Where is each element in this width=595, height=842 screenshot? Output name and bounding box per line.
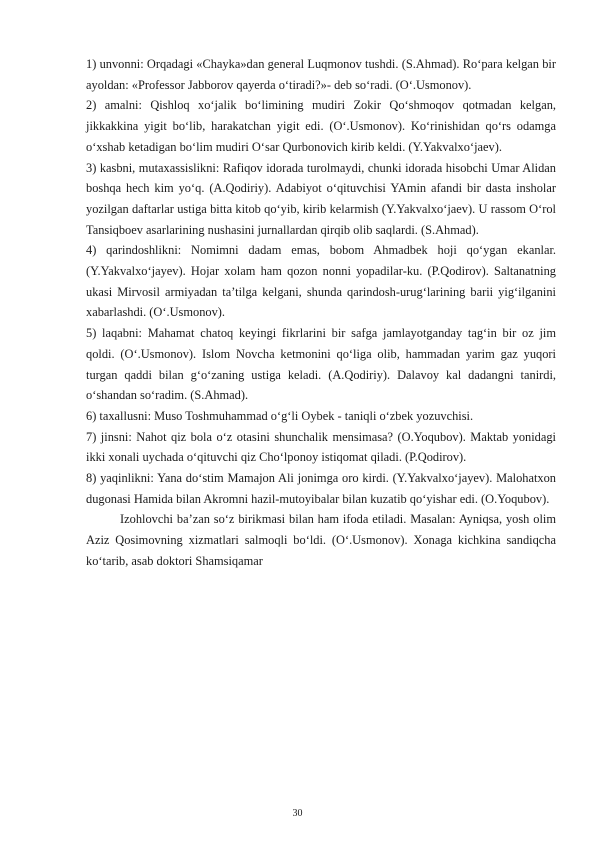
- paragraph-closeness-example: 8) yaqinlikni: Yana do‘stim Mamajon Ali jonimga oro kirdi. (Y.Yakvalxo‘jayev). Malohatxon dugonasi Hamida bilan Akromni hazil-mutoyibalar bilan kuzatib qo‘yishar edi. (O.Yoqubov).: [86, 471, 556, 506]
- page-number: 30: [292, 808, 303, 819]
- paragraph-pseudonym-example: 6) taxallusni: Muso Toshmuhammad o‘g‘li Oybek - taniqli o‘zbek yozuvchisi.: [86, 408, 474, 423]
- paragraph-gender-example: 7) jinsni: Nahot qiz bola o‘z otasini shunchalik mensimasa? (O.Yoqubov). Maktab yonidagi ikki xonali uychada o‘qituvchi qiz Cho‘lponoy istiqomat qiladi. (P.Qodirov).: [86, 429, 556, 465]
- paragraph-profession-example: 3) kasbni, mutaxassislikni: Rafiqov idorada turolmaydi, chunki idorada hisobchi Umar Alidan boshqa hech kim yo‘q. (A.Qodiriy). Adabiyot o‘qituvchisi YAmin afandi bir dasta insholar yozilgan daftarlar ustiga bitta kitob qo‘yib, kirib kelarmish (Y.Yakvalxo‘jaev). U rassom O‘rol Tansiqboev asarlarining nushasini jurnallardan qirqib olib saqlardi. (S.Ahmad).: [86, 160, 556, 237]
- paragraph-nickname-example: 5) laqabni: Mahamat chatoq keyingi fikrlarini bir safga jamlayotganday tag‘in bir oz jim qoldi. (O‘.Usmonov). Islom Novcha ketmonini qo‘liga olib, hammadan yarim gaz yuqori turgan qaddi bilan g‘o‘zaning ustiga keladi. (A.Qodiriy). Dalavoy kal dadangni tanirdi, o‘shandan so‘radim. (S.Ahmad).: [86, 326, 556, 403]
- paragraph-phrase-apposition: Izohlovchi ba’zan so‘z birikmasi bilan ham ifoda etiladi. Masalan: Ayniqsa, yosh olim Aziz Qosimovning xizmatlari salmoqli bo‘ldi. (O‘.Usmonov). Xonaga kichkina sandiqcha ko‘tarib, asab doktori Shamsiqamar: [86, 512, 556, 568]
- paragraph-title-example: 1) unvonni: Orqadagi «Chayka»dan general Luqmonov tushdi. (S.Ahmad). Ro‘para kelgan bir ayoldan: «Professor Jabborov qayerda o‘tiradi?»- deb so‘radi. (O‘.Usmonov).: [86, 57, 556, 92]
- paragraph-occupation-example: 2) amalni: Qishloq xo‘jalik bo‘limining mudiri Zokir Qo‘shmoqov qotmadan kelgan, jikkakkina yigit bo‘lib, harakatchan yigit edi. (O‘.Usmonov). Ko‘rinishidan qo‘rs odamga o‘xshab ketadigan bo‘lim mudiri O‘sar Qurbonovich kirib keldi. (Y.Yakvalxo‘jaev).: [86, 98, 556, 154]
- paragraph-kinship-example: 4) qarindoshlikni: Nomimni dadam emas, bobom Ahmadbek hoji qo‘ygan ekanlar. (Y.Yakvalxo‘jayev). Hojar xolam ham qozon nonni yopadilar-ku. (P.Qodirov). Saltanatning ukasi Mirvosil armiyadan ta’tilga kelgani, shunda qarindosh-urug‘larining barii yig‘ilganini xabarlashdi. (O‘.Usmonov).: [86, 243, 556, 320]
- body-text: [86, 54, 556, 572]
